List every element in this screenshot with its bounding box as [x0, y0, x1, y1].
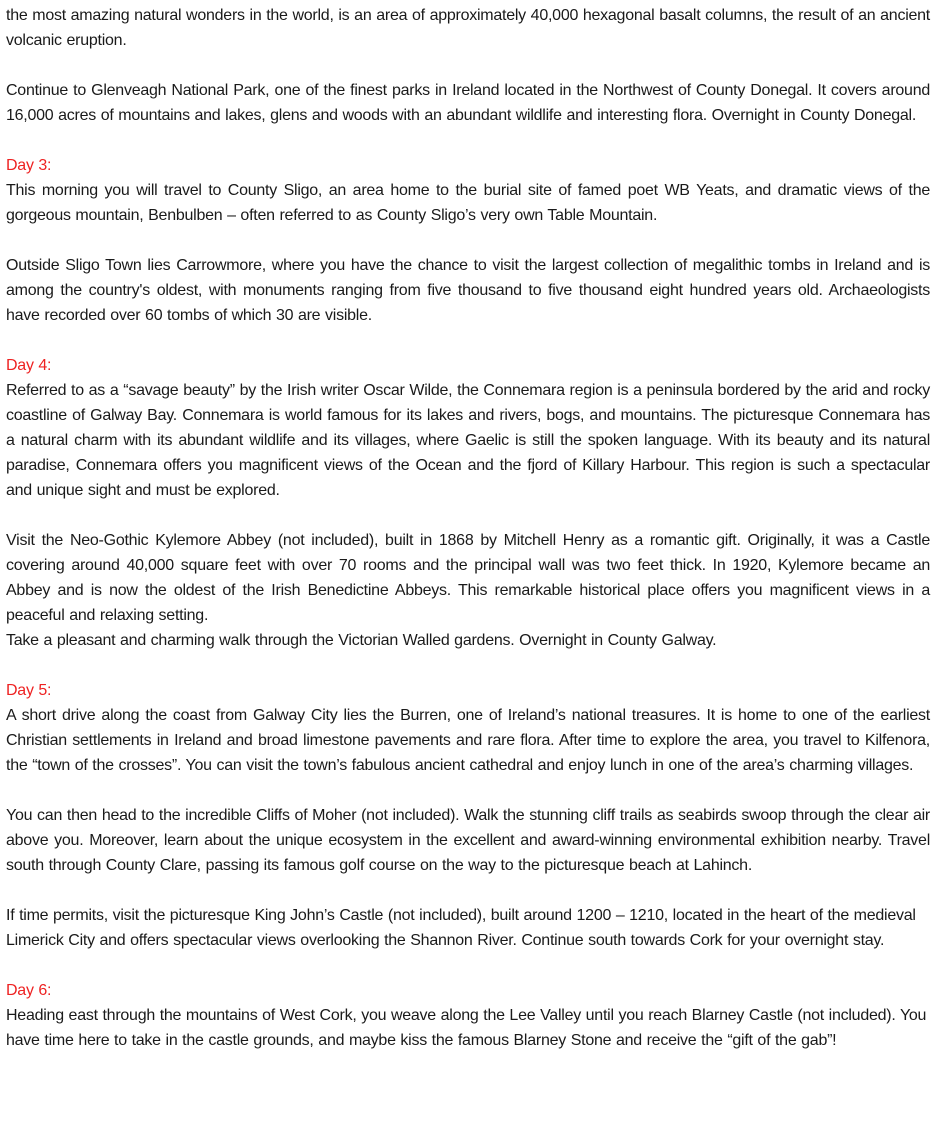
kylemore-paragraph: Visit the Neo-Gothic Kylemore Abbey (not included), built in 1868 by Mitchell Henry as a romantic gift. Originally, it was a Castle covering around 40,000 square feet with over 70 rooms and the principal wall was two feet thick. In 1920, Kylemore became an Abbey and is now the oldest of the Irish Benedictine Abbeys. This remarkable historical place offers you magnificent views in a peaceful and relaxing setting. [6, 532, 930, 624]
glenveagh-paragraph: Continue to Glenveagh National Park, one of the finest parks in Ireland located in the Northwest of County Donegal. It covers around 16,000 acres of mountains and lakes, glens and woods with an abundant wildlife and interesting flora. Overnight in County Donegal. [6, 82, 930, 124]
walled-gardens-paragraph: Take a pleasant and charming walk through the Victorian Walled gardens. Overnight in County Galway. [6, 632, 717, 649]
connemara-paragraph: Referred to as a “savage beauty” by the Irish writer Oscar Wilde, the Connemara region is a peninsula bordered by the arid and rocky coastline of Galway Bay. Connemara is world famous for its lakes and rivers, bogs, and mountains. The picturesque Connemara has a natural charm with its abundant wildlife and its villages, where Gaelic is still the spoken language. With its beauty and its natural paradise, Connemara offers you magnificent views of the Ocean and the fjord of Killary Harbour. This region is such a spectacular and unique sight and must be explored. [6, 382, 930, 499]
blarney-paragraph: Heading east through the mountains of West Cork, you weave along the Lee Valley until you reach Blarney Castle (not included). You have time here to take in the castle grounds, and maybe kiss the famous Blarney Stone and receive the “gift of the gab”! [6, 1007, 927, 1049]
day-5-heading: Day 5: [6, 682, 52, 699]
day-4-heading: Day 4: [6, 357, 52, 374]
cliffs-of-moher-paragraph: You can then head to the incredible Cliffs of Moher (not included). Walk the stunning cliff trails as seabirds swoop through the clear air above you. Moreover, learn about the unique ecosystem in the excellent and award-winning environmental exhibition nearby. Travel south through County Clare, passing its famous golf course on the way to the picturesque beach at Lahinch. [6, 807, 930, 874]
day-6-heading: Day 6: [6, 982, 52, 999]
sligo-paragraph: This morning you will travel to County Sligo, an area home to the burial site of famed poet WB Yeats, and dramatic views of the gorgeous mountain, Benbulben – often referred to as County Sligo’s very own Table Mountain. [6, 182, 930, 224]
burren-paragraph: A short drive along the coast from Galway City lies the Burren, one of Ireland’s national treasures. It is home to one of the earliest Christian settlements in Ireland and broad limestone pavements and rare flora. After time to explore the area, you travel to Kilfenora, the “town of the crosses”. You can visit the town’s fabulous ancient cathedral and enjoy lunch in one of the area’s charming villages. [6, 707, 930, 774]
continuation-paragraph: the most amazing natural wonders in the world, is an area of approximately 40,000 hexagonal basalt columns, the result of an ancient volcanic eruption. [6, 7, 930, 49]
carrowmore-paragraph: Outside Sligo Town lies Carrowmore, where you have the chance to visit the largest collection of megalithic tombs in Ireland and is among the country's oldest, with monuments ranging from five thousand to five thousand eight hundred years old. Archaeologists have recorded over 60 tombs of which 30 are visible. [6, 257, 930, 324]
day-3-heading: Day 3: [6, 157, 52, 174]
king-johns-castle-paragraph: If time permits, visit the picturesque King John’s Castle (not included), built around 1200 – 1210, located in the heart of the medieval Limerick City and offers spectacular views overlooking the Shannon River. Continue south towards Cork for your overnight stay. [6, 907, 916, 949]
